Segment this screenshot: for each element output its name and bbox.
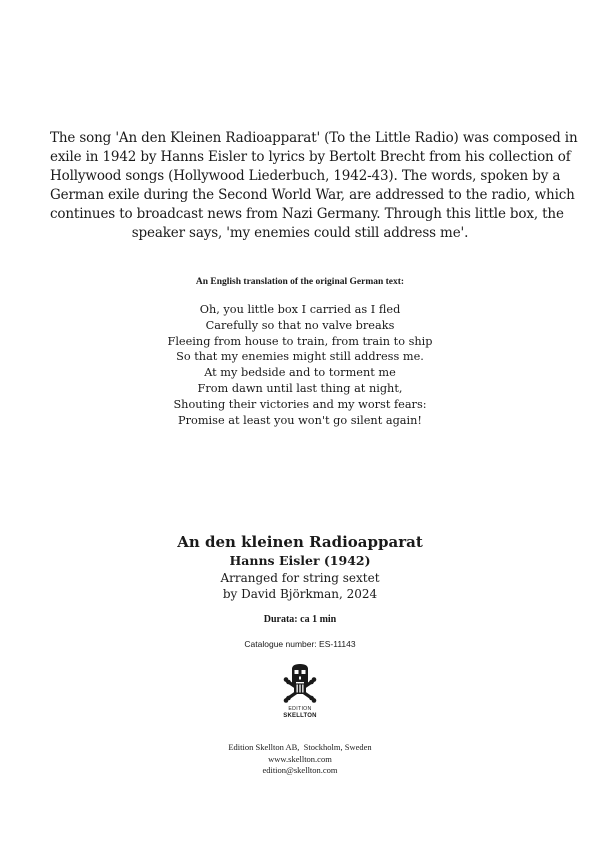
- translation-poem: [0, 302, 600, 428]
- publisher-email: edition@skellton.com: [262, 765, 338, 775]
- intro-paragraph: [50, 129, 578, 243]
- arrangement-credit: [0, 570, 600, 602]
- logo-text-edition: EDITION: [288, 706, 312, 712]
- publisher-contact: [0, 742, 600, 777]
- poem-line: Carefully so that no valve breaks: [205, 318, 395, 332]
- intro-line: The song 'An den Kleinen Radioapparat' (To the Little Radio) was composed in: [50, 130, 578, 146]
- skull-crossbones-icon: [284, 664, 317, 703]
- intro-line: exile in 1942 by Hanns Eisler to lyrics by Bertolt Brecht from his collection of: [50, 149, 571, 165]
- intro-line: continues to broadcast news from Nazi Germany. Through this little box, the: [50, 206, 564, 222]
- publisher-address: Edition Skellton AB, Stockholm, Sweden: [228, 742, 372, 752]
- poem-line: Fleeing from house to train, from train to ship: [167, 334, 433, 348]
- intro-line: speaker says, 'my enemies could still address me'.: [131, 225, 469, 241]
- poem-line: So that my enemies might still address me.: [176, 350, 424, 364]
- composer-credit: Hanns Eisler (1942): [229, 553, 371, 568]
- duration: Durata: ca 1 min: [263, 614, 337, 625]
- arrangement-line: Arranged for string sextet: [220, 571, 380, 585]
- poem-line: Shouting their victories and my worst fears:: [173, 397, 427, 411]
- poem-line: Promise at least you won't go silent again!: [178, 413, 422, 427]
- edition-skellton-logo: [280, 661, 320, 719]
- poem-line: At my bedside and to torment me: [204, 366, 396, 380]
- translation-heading: An English translation of the original German text:: [195, 277, 405, 287]
- publisher-website: www.skellton.com: [268, 753, 332, 764]
- catalogue-number: Catalogue number: ES-11143: [244, 639, 356, 649]
- poem-line: Oh, you little box I carried as I fled: [199, 303, 401, 316]
- intro-line: Hollywood songs (Hollywood Liederbuch, 1942-43). The words, spoken by a: [50, 168, 561, 184]
- logo-text-skellton: SKELLTON: [283, 713, 317, 719]
- poem-line: From dawn until last thing at night,: [197, 381, 403, 395]
- work-title: An den kleinen Radioapparat: [177, 533, 423, 551]
- intro-line: German exile during the Second World War, are addressed to the radio, which: [50, 187, 575, 203]
- arranger-line: by David Björkman, 2024: [222, 587, 378, 601]
